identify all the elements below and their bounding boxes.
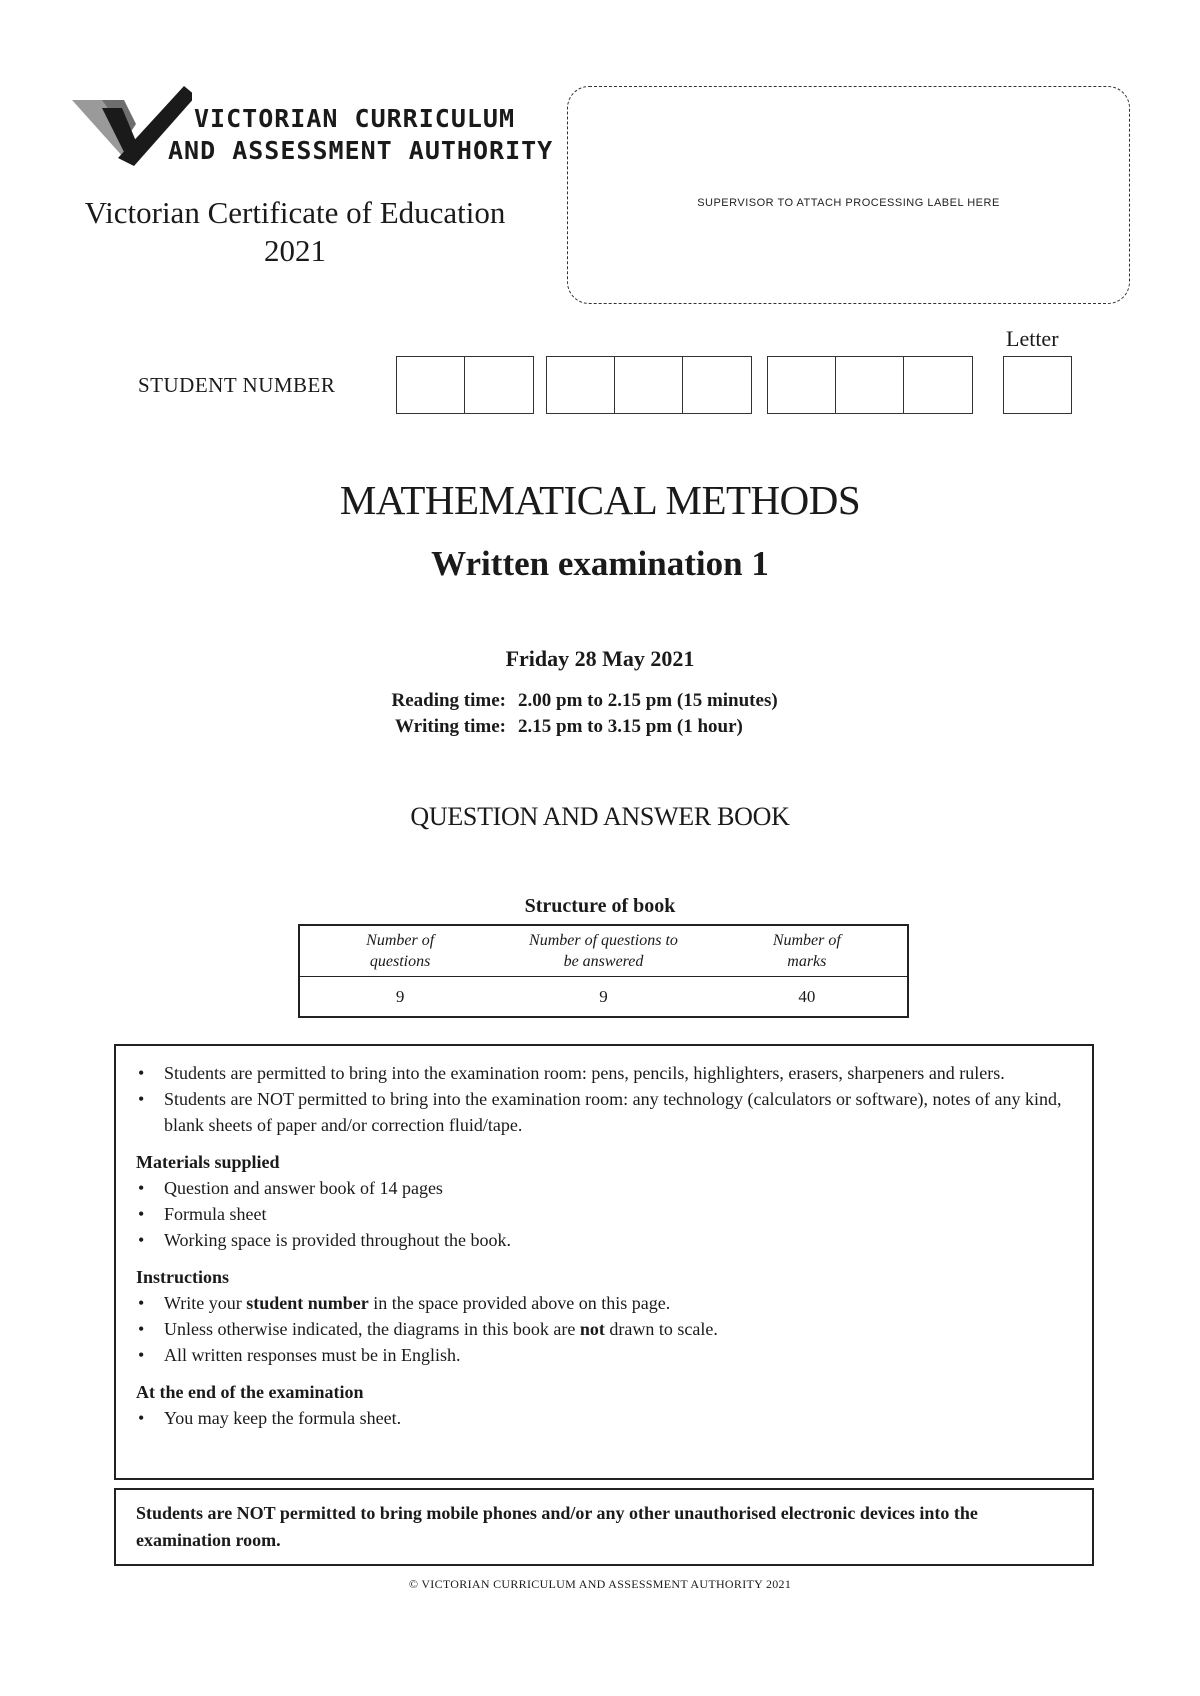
reading-time-value: 2.00 pm to 2.15 pm (15 minutes) bbox=[518, 690, 778, 711]
list-item: • Students are NOT permitted to bring into the examination room: any technology (calculators or software), notes of any kind, blank sheets of paper and/or correction fluid/tape. bbox=[136, 1086, 1074, 1138]
instructions-list bbox=[136, 1290, 1074, 1368]
student-number-group-3 bbox=[767, 356, 973, 414]
header-marks: Number of marks bbox=[772, 932, 841, 970]
exam-date: Friday 28 May 2021 bbox=[505, 646, 695, 671]
student-number-group-1 bbox=[396, 356, 534, 414]
logo-text-line1: VICTORIAN CURRICULUM bbox=[194, 104, 516, 133]
list-item: • Question and answer book of 14 pages bbox=[136, 1175, 1074, 1201]
student-number-cell[interactable] bbox=[768, 357, 836, 413]
end-list bbox=[136, 1405, 1074, 1431]
instruction-text: Write your bbox=[164, 1293, 247, 1313]
header-questions: Number of questions bbox=[366, 932, 435, 970]
processing-label-box bbox=[567, 86, 1130, 304]
list-item: • Working space is provided throughout the book. bbox=[136, 1227, 1074, 1253]
exam-times bbox=[372, 688, 778, 740]
writing-time-row bbox=[372, 714, 778, 740]
letter-caption: Letter bbox=[1006, 326, 1059, 351]
materials-list bbox=[136, 1175, 1074, 1253]
list-item bbox=[136, 1316, 1074, 1342]
student-letter-box[interactable] bbox=[1003, 356, 1072, 414]
student-number-cell[interactable] bbox=[836, 357, 904, 413]
student-number-cell[interactable] bbox=[465, 357, 533, 413]
certificate-year: 2021 bbox=[264, 233, 326, 268]
certificate-heading bbox=[60, 194, 530, 270]
student-number-cell[interactable] bbox=[904, 357, 972, 413]
logo-text-line2: AND ASSESSMENT AUTHORITY bbox=[168, 136, 554, 165]
student-number-cell[interactable] bbox=[615, 357, 683, 413]
structure-title: Structure of book bbox=[524, 895, 676, 917]
subject-title: MATHEMATICAL METHODS bbox=[339, 477, 861, 523]
writing-time-label: Writing time: bbox=[395, 716, 506, 737]
student-number-cell[interactable] bbox=[683, 357, 751, 413]
list-item: • You may keep the formula sheet. bbox=[136, 1405, 1074, 1431]
instruction-text: drawn to scale. bbox=[604, 1319, 718, 1339]
cell-marks: 40 bbox=[798, 986, 816, 1006]
processing-label-text: SUPERVISOR TO ATTACH PROCESSING LABEL HERE bbox=[697, 197, 1000, 209]
list-item bbox=[136, 1290, 1074, 1316]
writing-time-value: 2.15 pm to 3.15 pm (1 hour) bbox=[518, 716, 743, 737]
header-questions-answered: Number of questions to be answered bbox=[529, 932, 678, 970]
exam-title: Written examination 1 bbox=[431, 544, 769, 583]
instruction-emphasis: not bbox=[579, 1319, 605, 1339]
list-item: • All written responses must be in English. bbox=[136, 1342, 1074, 1368]
list-item: • Students are permitted to bring into the examination room: pens, pencils, highlighters, erasers, sharpeners and rulers. bbox=[136, 1060, 1074, 1086]
permitted-list bbox=[136, 1060, 1074, 1138]
student-number-group-2 bbox=[546, 356, 752, 414]
instruction-text: Unless otherwise indicated, the diagrams in this book are bbox=[164, 1319, 580, 1339]
instruction-emphasis: student number bbox=[246, 1293, 369, 1313]
instruction-text: in the space provided above on this page. bbox=[368, 1293, 671, 1313]
student-number-label: STUDENT NUMBER bbox=[138, 373, 336, 397]
structure-table bbox=[298, 924, 909, 1018]
copyright: © VICTORIAN CURRICULUM AND ASSESSMENT AUTHORITY 2021 bbox=[408, 1577, 792, 1591]
reading-time-row bbox=[372, 688, 778, 714]
reading-time-label: Reading time: bbox=[391, 690, 506, 711]
student-number-cell[interactable] bbox=[397, 357, 465, 413]
student-number-cell[interactable] bbox=[547, 357, 615, 413]
cell-questions-answered: 9 bbox=[599, 986, 608, 1006]
certificate-name: Victorian Certificate of Education bbox=[84, 195, 506, 230]
instructions-box bbox=[114, 1044, 1094, 1480]
warning-box: Students are NOT permitted to bring mobile phones and/or any other unauthorised electronic devices into the examination room. bbox=[114, 1488, 1094, 1566]
materials-heading: Materials supplied bbox=[136, 1152, 280, 1172]
list-item: • Formula sheet bbox=[136, 1201, 1074, 1227]
book-title: QUESTION AND ANSWER BOOK bbox=[410, 802, 790, 831]
cell-questions: 9 bbox=[395, 986, 405, 1006]
instructions-heading: Instructions bbox=[136, 1267, 230, 1287]
end-heading: At the end of the examination bbox=[136, 1382, 364, 1402]
vcaa-logo bbox=[72, 86, 554, 166]
